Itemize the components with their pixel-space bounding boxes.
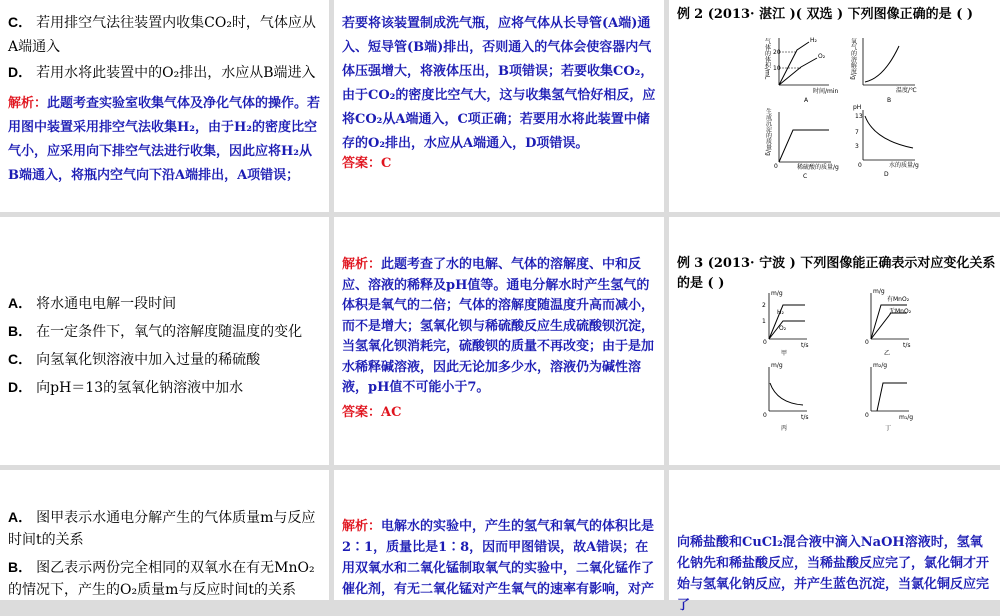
chart-d-ytick: 3 — [855, 143, 859, 150]
option-text: 向pH＝13的氢氧化钠溶液中加水 — [36, 380, 244, 396]
chart-c-caption: C — [803, 173, 808, 180]
chart-d-ytick: 7 — [855, 129, 859, 136]
option-a — [8, 506, 323, 551]
option-text: 若用水将此装置中的O₂排出，水应从B端进入 — [36, 65, 316, 81]
analysis-text: 若要将该装置制成洗气瓶，应将气体从长导管(A端)通入、短导管(B端)排出，否则通入的气体会使容器内气体压强增大，将液体压出，B项错误；若要收集CO₂，由于CO₂的密度比空气大，这与收集氢气恰好相反，应将CO₂从A端通入，C项正确；若要用水将此装置中储存的O₂排出，水应从A端通入，D项错误。 — [342, 16, 656, 151]
panel-question-example-3 — [0, 470, 329, 600]
option-text: 将水通电电解一段时间 — [36, 296, 177, 312]
answer-value: C — [381, 156, 392, 171]
chart-b-xlabel: 温度/℃ — [896, 87, 917, 94]
chart-jia-series-label: O₂ — [779, 325, 787, 332]
chart-jia-caption: 甲 — [781, 350, 788, 357]
chart-d-ylabel: pH — [853, 104, 862, 111]
option-label: D． — [8, 64, 33, 80]
option-label: B． — [8, 559, 33, 575]
panel-analysis-continued — [334, 0, 664, 212]
answer-line — [342, 401, 401, 425]
chart-bing-ylabel: m/g — [771, 362, 783, 369]
panel-analysis-example-3 — [334, 470, 664, 600]
chart-yi-caption: 乙 — [884, 350, 891, 357]
chart-yi-series-label: 有MnO₂ — [887, 296, 910, 303]
option-d — [8, 377, 243, 397]
chart-yi-origin: 0 — [865, 339, 869, 346]
chart-ding-ylabel: m₂/g — [873, 362, 888, 369]
option-label: C． — [8, 351, 33, 367]
analysis-text: 电解水的实验中，产生的氢气和氧气的体积比是2∶1，质量比是1∶8，因而甲图错误，故A错误；在用双氧水和二氧化锰制取氧气的实验中，二氧化锰作了催化剂，有无二氧化锰对产生氧气的速率有影响，对产 — [342, 519, 655, 597]
chart-jia — [762, 290, 809, 357]
chart-bing-caption: 丙 — [781, 425, 788, 432]
analysis-text: 此题考查了水的电解、气体的溶解度、中和反应、溶液的稀释及pH值等。通电分解水时产生氢气的体积是氧气的二倍；气体的溶解度随温度升高而减小，而不是增大；氢氧化钡与稀硫酸反应生成硫酸钡沉淀，当氢氧化钡消耗完，硫酸钡的质量不再改变；由于是加水稀释碱溶液，因此无论加多少水，溶液仍为碱性溶液，pH值不可能小于7。 — [342, 257, 655, 395]
chart-d-xlabel: 水的质量/g — [889, 162, 919, 169]
analysis-block — [342, 516, 660, 600]
option-text: 在一定条件下，氧气的溶解度随温度的变化 — [36, 324, 303, 340]
chart-b-ylabel: 氧气的溶解度/g — [849, 38, 857, 80]
option-label: A． — [8, 509, 33, 525]
chart-c-ylabel: 生成沉淀的质量/g — [764, 108, 772, 156]
analysis-label: 解析： — [342, 519, 382, 534]
chart-a-series-label: O₂ — [818, 53, 826, 60]
chart-jia-ylabel: m/g — [771, 290, 783, 297]
chart-ding-caption: 丁 — [885, 425, 892, 432]
chart-jia-ytick: 1 — [762, 318, 766, 325]
chart-bing — [763, 362, 809, 432]
answer-label: 答案： — [342, 405, 382, 420]
example-3-charts — [669, 287, 1000, 447]
chart-yi-xlabel: t/s — [903, 342, 911, 349]
option-label: D． — [8, 379, 33, 395]
answer-value: AC — [381, 405, 402, 420]
chart-c-origin: 0 — [774, 163, 778, 170]
chart-bing-xlabel: t/s — [801, 414, 809, 421]
chart-a-ylabel: 气体的体积/mL — [763, 38, 771, 80]
chart-jia-xlabel: t/s — [801, 342, 809, 349]
chart-yi-ylabel: m/g — [873, 288, 885, 295]
chart-d-caption: D — [884, 171, 889, 178]
chart-d — [853, 104, 919, 178]
option-text: 图甲表示水通电分解产生的气体质量m与反应时间t的关系 — [8, 510, 316, 548]
analysis-text: 向稀盐酸和CuCl₂混合液中滴入NaOH溶液时，氢氧化钠先和稀盐酸反应，当稀盐酸反应完了，氯化铜才开始与氢氧化钠反应，并产生蓝色沉淀，当氯化铜反应完了 — [677, 535, 990, 613]
example-title — [677, 2, 997, 27]
answer-line — [342, 152, 391, 176]
chart-jia-ytick: 2 — [762, 302, 766, 309]
option-text: 向氢氧化钡溶液中加入过量的稀硫酸 — [36, 352, 261, 368]
chart-a-ytick: 20 — [773, 49, 781, 56]
example-2-charts — [669, 30, 1000, 210]
option-c — [8, 349, 260, 369]
answer-label: 答案： — [342, 156, 382, 171]
panel-analysis-example-2 — [334, 217, 664, 465]
chart-d-origin: 0 — [858, 162, 862, 169]
analysis-label: 解析： — [8, 96, 48, 111]
analysis-text: 此题考查实验室收集气体及净化气体的操作。若用图中装置采用排空气法收集H₂，由于H₂的密度比空气小，应采用向下排空气法进行收集，因此应将H₂从B端通入，将瓶内空气向下沿A端排出，A项错误； — [8, 96, 321, 183]
option-c — [8, 10, 323, 59]
analysis-label: 解析： — [342, 257, 382, 272]
option-b — [8, 321, 302, 341]
chart-d-ytick: 13 — [855, 113, 863, 120]
panel-question-options-abcd — [0, 217, 329, 465]
chart-ding-origin: 0 — [865, 412, 869, 419]
chart-a-caption: A — [804, 97, 809, 104]
chart-ding — [865, 362, 913, 432]
chart-a — [764, 37, 839, 104]
chart-c-xlabel: 稀硫酸的质量/g — [797, 164, 839, 171]
option-text: 若用排空气法往装置内收集CO₂时，气体应从A端通入 — [8, 15, 316, 55]
option-a — [8, 293, 176, 313]
panel-question-options-cd — [0, 0, 329, 212]
panel-example-2 — [669, 0, 1000, 212]
option-b — [8, 556, 323, 601]
example-text: 3 (2013· 宁波 ) 下列图像能正确表示对应变化关系的是 ( ) — [677, 256, 996, 291]
panel-analysis-continued-2 — [669, 470, 1000, 613]
example-text: 2 (2013· 湛江 )( 双选 ) 下列图像正确的是 ( ) — [694, 7, 974, 22]
option-label: B． — [8, 323, 33, 339]
chart-yi-series-label: 无MnO₂ — [889, 308, 912, 315]
option-label: C． — [8, 14, 33, 30]
option-label: A． — [8, 295, 33, 311]
chart-b-caption: B — [887, 97, 892, 104]
chart-jia-origin: 0 — [763, 339, 767, 346]
example-word: 例 — [677, 255, 691, 270]
option-text: 图乙表示两份完全相同的双氧水在有无MnO₂的情况下，产生的O₂质量m与反应时间t的关系 — [8, 560, 315, 598]
chart-jia-series-label: H₂ — [777, 309, 784, 316]
chart-yi — [865, 288, 912, 357]
option-d — [8, 62, 323, 82]
chart-a-xlabel: 时间/min — [813, 88, 839, 95]
chart-c — [765, 107, 840, 180]
chart-a-series-label: H₂ — [810, 37, 817, 44]
chart-ding-xlabel: m₁/g — [899, 414, 914, 421]
chart-a-ytick: 10 — [773, 65, 781, 72]
example-word: 例 — [677, 6, 691, 21]
analysis-block — [8, 92, 322, 188]
analysis-block — [342, 255, 660, 399]
chart-bing-origin: 0 — [763, 412, 767, 419]
panel-example-3 — [669, 217, 1000, 465]
chart-b — [850, 37, 918, 104]
